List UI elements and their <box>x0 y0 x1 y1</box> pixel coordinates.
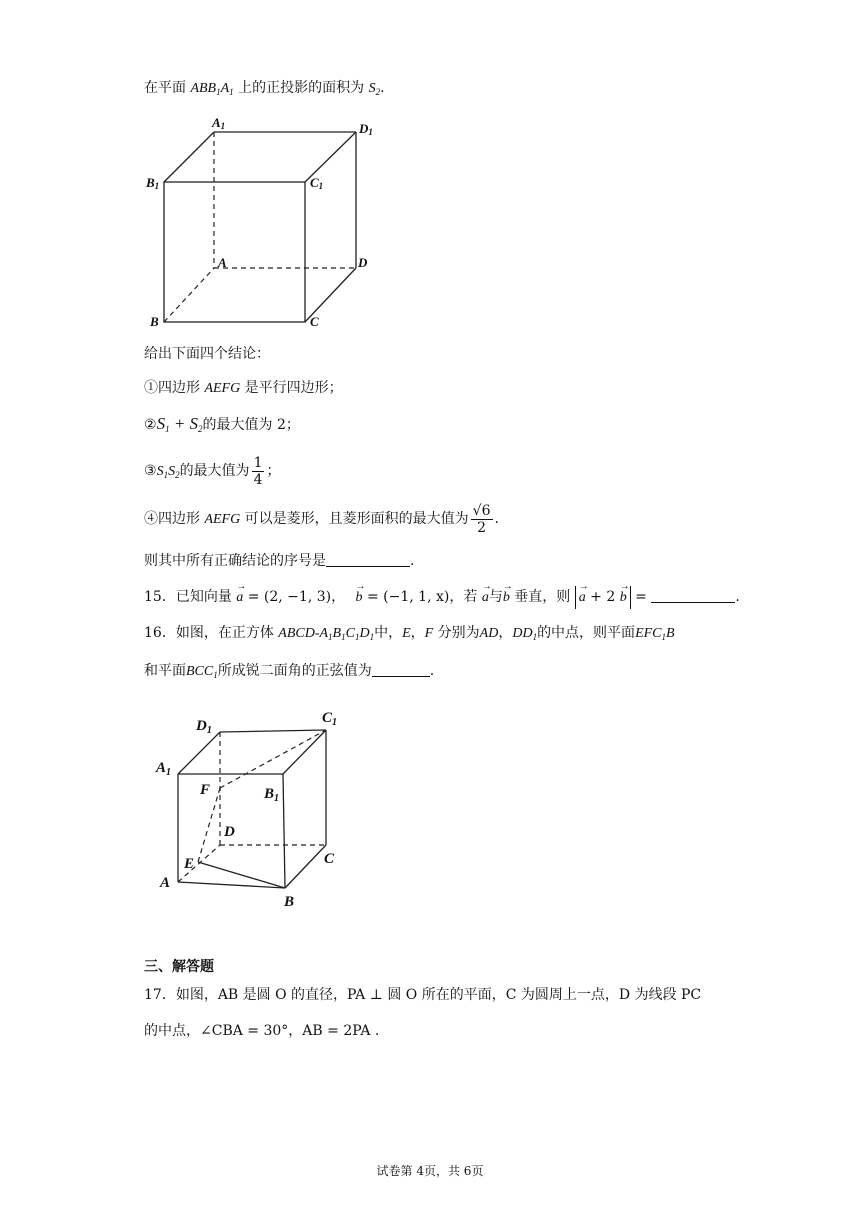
label-C: C <box>310 314 319 329</box>
conclusions-intro: 给出下面四个结论： <box>144 346 270 362</box>
conclusion-2: $②S_1 + S_2$的最大值为 2； <box>144 414 300 434</box>
cube-name: ABCD-$A_1B_1C_1D_1$ <box>278 626 375 642</box>
answer-blank-16[interactable] <box>372 662 430 677</box>
label-C: C <box>324 851 335 867</box>
label-D: D <box>358 255 368 270</box>
cube-figure-2 <box>150 700 370 915</box>
section-title-3: 三、解答题 <box>144 959 214 975</box>
label-D: D <box>224 824 235 840</box>
question-15: 15．已知向量 → a = (2, −1, 3)， → b = (−1, 1, x)，若 → a与→ b 垂直，则 → a + 2 → b = . <box>144 585 740 610</box>
question-16-line-1: 16．如图，在正方体 ABCD-$A_1B_1C_1D_1$中，E，F 分别为AD，$DD_1$的中点，则平面$EFC_1B$ <box>144 625 675 642</box>
label-E: E <box>184 856 195 872</box>
vector-b-2: → b <box>503 586 510 610</box>
label-B1: $B_1$ <box>264 786 280 804</box>
s1s2: $S_1S_2$ <box>156 464 180 480</box>
label-A: A <box>218 255 227 270</box>
label-B: B <box>150 314 159 329</box>
label-A1: $A_1$ <box>156 760 172 778</box>
label-B1: B1 <box>146 175 160 191</box>
label-A1: A1 <box>212 115 226 131</box>
label-B: B <box>284 894 295 910</box>
conclusion-4: ④四边形 AEFG 可以是菱形，且菱形面积的最大值为 $\frac{√6}{2}$ . <box>144 502 499 536</box>
fraction-sqrt6-over-2: $\frac{√6}{2}$ <box>472 502 491 536</box>
s1-plus-s2: $S_1 + S_2$ <box>156 414 203 434</box>
plane-name: $ABB_1A_1$ <box>190 81 234 97</box>
conclusion-3: $③S_1S_2$的最大值为 $\frac{1}{4}$ ； <box>144 454 281 488</box>
answer-blank-15[interactable] <box>651 588 735 603</box>
label-D1: D1 <box>359 121 373 137</box>
conclusion-1: ①四边形 AEFG 是平行四边形； <box>144 380 343 396</box>
vector-a-2: → a <box>482 586 489 610</box>
question-16-line-2: 和平面$BCC_1$所成锐二面角的正弦值为 . <box>144 663 435 680</box>
label-D1: $D_1$ <box>196 718 212 736</box>
cube-figure-1 <box>140 110 400 335</box>
page-footer: 试卷第 4页，共 6页 <box>376 1164 484 1178</box>
magnitude-expression: → a + 2 → b <box>575 586 631 609</box>
s2-symbol: $S_2$ <box>368 81 381 97</box>
label-C1: C1 <box>310 175 324 191</box>
label-A: A <box>160 875 171 891</box>
label-C1: $C_1$ <box>322 710 338 728</box>
vector-a: → a <box>236 586 243 610</box>
answer-blank-14[interactable] <box>326 552 410 567</box>
vector-b: → b <box>356 586 363 610</box>
label-F: F <box>200 782 211 798</box>
top-line: 在平面 $ABB_1A_1$ 上的正投影的面积为 $S_2$. <box>144 80 385 97</box>
q14-answer-line: 则其中所有正确结论的序号是 . <box>144 553 415 569</box>
question-17-line-2: 的中点，∠CBA = 30°，AB = 2PA . <box>144 1023 380 1039</box>
fraction-one-quarter: $\frac{1}{4}$ <box>253 454 263 488</box>
question-17-line-1: 17．如图，AB 是圆 O 的直径，PA ⊥ 圆 O 所在的平面，C 为圆周上一点，D 为线段 PC <box>144 987 702 1003</box>
